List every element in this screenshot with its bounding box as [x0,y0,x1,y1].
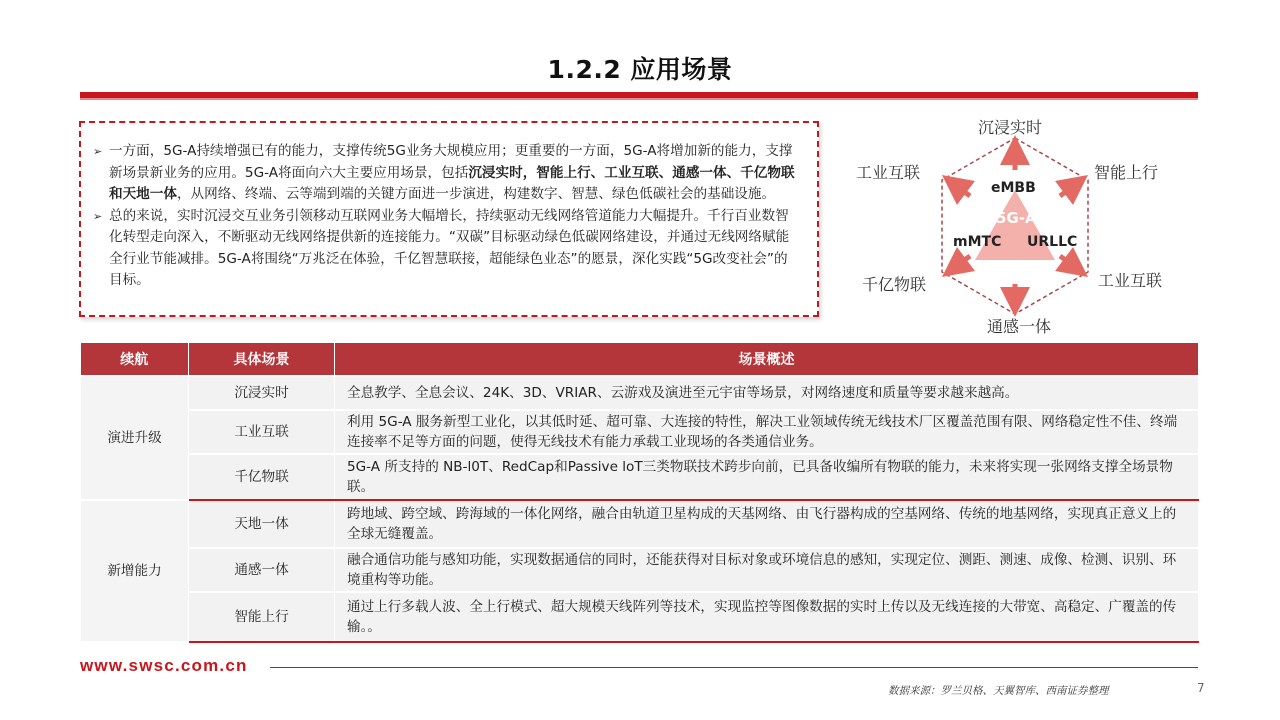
description-cell: 利用 5G-A 服务新型工业化，以其低时延、超可靠、大连接的特性，解决工业领域传统无线技术厂区覆盖范围有限、网络稳定性不佳、终端连接率不足等方面的问题，使得无线技术有能力承载工业现场的各类通信业务。 [335,410,1199,454]
intro-text: ，从网络、终端、云等端到端的关键方面进一步演进，构建数字、智慧、绿色低碳社会的基础设施。 [176,186,776,202]
arrow-bullet-icon: ➢ [93,209,103,223]
diagram-label-top-right: 智能上行 [1094,163,1159,182]
diagram-inner-embb: eMBB [991,180,1036,196]
page-title: 1.2.2 应用场景 [547,55,733,84]
table-row [81,500,1199,548]
scene-cell: 沉浸实时 [189,376,335,410]
arrow-top-right [1060,184,1076,196]
intro-paragraph-2 [93,206,801,292]
diagram-inner-urllc: URLLC [1027,234,1078,250]
intro-scenarios-bold: 沉浸实时，智能上行、工业互联、通感一体、千亿物联和天地一体 [109,164,795,202]
diagram-label-bottom-right: 工业互联 [1098,271,1163,290]
intro-text: 总的来说，实时沉浸交互业务引领移动互联网业务大幅增长，持续驱动无线网络管道能力大幅提升。千行百业数智化转型走向深入，不断驱动无线网络提供新的连接能力。“双碳”目标驱动绿色低碳网络建设，并通过无线网络赋能全行业节能减排。5G-A将围绕“万兆泛在体验，千亿智慧联接，超能绿色业态”的愿景，深化实践“5G改变社会”的目标。 [109,207,790,288]
diagram-label-bottom: 通感一体 [987,317,1052,336]
diagram-inner-mmtc: mMTC [953,234,1002,250]
scene-cell: 工业互联 [189,410,335,454]
arrow-bottom-right [1060,256,1076,268]
page-number: 7 [1197,681,1205,695]
title-divider [80,92,1198,98]
table-header: 场景概述 [335,343,1199,376]
arrow-bullet-icon: ➢ [93,145,103,158]
diagram-label-top: 沉浸实时 [978,118,1043,137]
scene-cell: 天地一体 [189,500,335,548]
scene-cell: 智能上行 [189,592,335,642]
table-header-row [81,343,1199,376]
scene-cell: 千亿物联 [189,454,335,500]
scenario-hexagon-diagram [850,110,1190,340]
description-cell: 跨地域、跨空域、跨海域的一体化网络，融合由轨道卫星构成的天基网络、由飞行器构成的空基网络、传统的地基网络，实现真正意义上的全球无缝覆盖。 [335,500,1199,548]
category-cell: 演进升级 [81,376,189,500]
arrow-bottom-left [954,256,970,268]
table-row [81,592,1199,642]
description-cell: 5G-A 所支持的 NB-l0T、RedCap和Passive loT三类物联技术跨步向前，已具备收编所有物联的能力，未来将实现一张网络支撑全场景物联。 [335,454,1199,500]
table-row [81,454,1199,500]
table-header: 具体场景 [189,343,335,376]
diagram-label-top-left: 工业互联 [856,163,921,182]
category-cell: 新增能力 [81,500,189,642]
diagram-label-bottom-left: 千亿物联 [862,275,927,294]
table-row [81,376,1199,410]
scene-cell: 通感一体 [189,548,335,592]
table-header: 续航 [81,343,189,376]
description-cell: 融合通信功能与感知功能，实现数据通信的同时，还能获得对目标对象或环境信息的感知，实现定位、测距、测速、成像、检测、识别、环境重构等功能。 [335,548,1199,592]
intro-text: 一方面，5G-A持续增强已有的能力，支撑传统5G业务大规模应用；更重要的一方面，5G-A将增加新的能力，支撑新场景新业务的应用。5G-A将面向六大主要应用场景，包括 [109,143,793,181]
table-row [81,548,1199,592]
scenario-table [80,343,1199,643]
intro-box [79,121,819,317]
description-cell: 通过上行多载人波、全上行模式、超大规模天线阵列等技术，实现监控等图像数据的实时上传以及无线连接的大带宽、高稳定、广覆盖的传输。。 [335,592,1199,642]
footer-website-link[interactable]: www.swsc.com.cn [80,656,248,675]
table-row [81,410,1199,454]
intro-paragraph-1 [93,141,801,206]
description-cell: 全息教学、全息会议、24K、3D、VRIAR、云游戏及演进至元宇宙等场景，对网络速度和质量等要求越来越高。 [335,376,1199,410]
footer-source: 数据来源：罗兰贝格、天翼智库、西南证券整理 [888,685,1109,697]
arrow-top-left [954,184,970,196]
diagram-inner-5ga: 5G-A [996,209,1037,227]
footer-divider [270,667,1198,668]
